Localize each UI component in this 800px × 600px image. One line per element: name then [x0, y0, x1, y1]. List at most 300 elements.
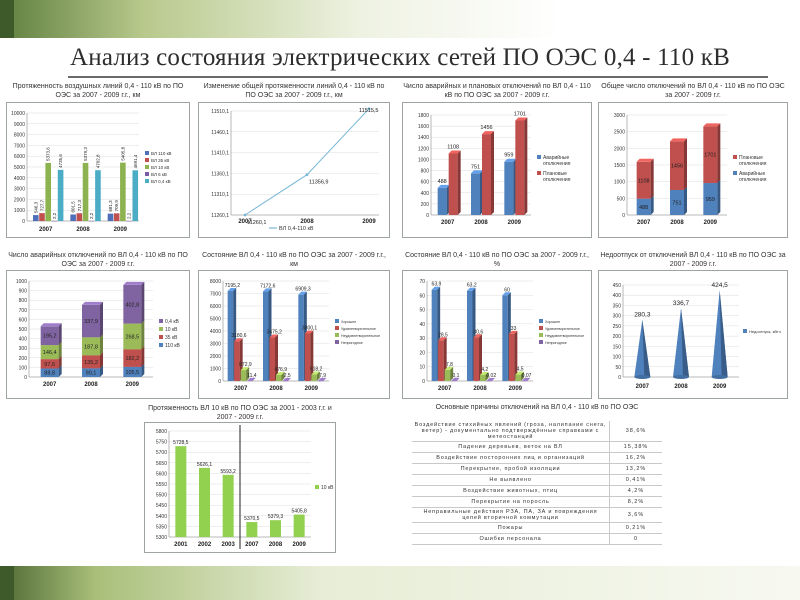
chart-1-data-label: 2,2	[126, 212, 132, 219]
chart-6-legend-swatch	[335, 326, 339, 330]
chart-3-ytick-label: 1800	[417, 113, 429, 119]
chart-7-data-label: 7,8	[445, 361, 453, 368]
chart-2-data-label: 11515,5	[359, 107, 379, 114]
chart-3-legend-swatch	[537, 171, 541, 175]
chart-1-data-label: 727,7	[39, 199, 45, 212]
chart-4-bar-side	[651, 196, 654, 215]
chart-6-bar	[241, 370, 247, 381]
chart-8-ytick-label: 450	[612, 283, 621, 289]
chart-1-legend-swatch	[145, 172, 149, 176]
chart-2-point	[244, 214, 247, 217]
cause-value: 3,6%	[610, 508, 663, 523]
chart-6-data-label: 11,4	[247, 372, 257, 379]
chart-1-legend-label: ВЛ 110 кВ	[151, 151, 172, 156]
chart-6-ytick-label: 1000	[209, 366, 221, 373]
chart-7-data-label: 33	[510, 325, 517, 332]
chart-6-bar	[298, 295, 304, 381]
chart-5-legend-label: 0,4 кВ	[165, 319, 179, 325]
chart-4-ytick-label: 0	[622, 213, 625, 219]
chart-3-bar	[438, 188, 447, 215]
chart-4-legend-label: отключения	[739, 177, 767, 183]
chart-7-title: Состояние ВЛ 0,4 - 110 кВ по ПО ОЭС за 2007 - 2009 г.г., %	[405, 252, 589, 268]
chart-4-data-label: 1701	[704, 152, 717, 159]
chart-8-cone-base	[634, 375, 650, 379]
chart-8-data-label: 280,3	[634, 311, 651, 319]
chart-7-data-label: 30,6	[473, 329, 484, 336]
chart-5-bar-top	[123, 282, 144, 285]
chart-6-ytick-label: 4000	[209, 329, 221, 335]
chart-5-data-label: 135,2	[84, 359, 98, 366]
chart-6-data-label: 3180,6	[231, 333, 247, 340]
chart-1-bar	[95, 170, 101, 221]
chart-4-data-label: 1108	[637, 178, 650, 185]
chart-7-bar	[509, 334, 514, 381]
chart-6-title: Состояние ВЛ 0,4 - 110 кВ по ПО ОЭС за 2007 - 2009 г.г., км	[202, 252, 386, 268]
chart-3-ytick-label: 800	[420, 168, 429, 175]
chart-9-bar	[223, 475, 234, 537]
cause-value: 0,21%	[610, 523, 663, 534]
chart-2-xtick-label: 2009	[362, 219, 376, 225]
chart-9-bar	[199, 468, 210, 537]
chart-1-ytick-label: 3000	[13, 186, 25, 193]
chart-6-ytick-label: 5000	[209, 316, 221, 323]
chart-9-bar	[246, 522, 257, 537]
chart-6-xtick-label: 2008	[269, 386, 283, 392]
chart-7-data-label: 0,1	[452, 372, 460, 379]
cause-value: 15,38%	[610, 442, 663, 453]
cause-label: Не выявлено	[412, 475, 610, 486]
chart-9-xtick-label: 2007	[245, 542, 259, 548]
chart-5-legend-swatch	[159, 327, 163, 331]
chart-2-xtick-label: 2008	[300, 219, 314, 225]
cause-label: Воздействие животных, птиц	[412, 486, 610, 497]
chart-6-legend-label: Неудовлетворительное	[341, 334, 381, 338]
chart-7-bar	[474, 337, 480, 381]
chart-6-data-label: 6909,3	[295, 286, 311, 293]
chart-2-legend-label: ВЛ 0,4-110 кВ	[279, 226, 314, 232]
chart-1-ytick-label: 9000	[13, 121, 25, 128]
chart-1-data-label: 681,3	[107, 200, 113, 212]
chart-1-legend-label: ВЛ 10 кВ	[151, 165, 170, 170]
chart-1-data-label: 709,9	[114, 200, 120, 212]
chart-5-legend-label: 110 кВ	[165, 343, 180, 349]
chart-3-ytick-label: 0	[426, 213, 429, 219]
chart-1-ytick-label: 0	[22, 219, 25, 225]
chart-6-data-label: 7,9	[319, 372, 327, 379]
chart-4-ytick-label: 2500	[613, 129, 625, 136]
causes-table	[412, 421, 662, 545]
chart-9-data-label: 5593,2	[220, 468, 236, 475]
chart-5-bar-top	[41, 323, 62, 326]
chart-7-xtick-label: 2007	[437, 386, 452, 392]
chart-9-legend-label: 10 кВ	[321, 485, 334, 491]
chart-6-svg	[199, 271, 389, 398]
chart-5-legend-swatch	[159, 343, 163, 347]
chart-3-title: Число аварийных и плановых отключений по ВЛ 0,4 - 110 кВ по ПО ОЭС за 2007 - 2009 г.г.	[403, 83, 591, 99]
chart-3-legend-label: отключения	[543, 161, 571, 167]
chart-1-xtick-label: 2008	[76, 227, 90, 233]
chart-1-legend-swatch	[145, 158, 149, 162]
chart-panel-8	[598, 252, 788, 398]
cause-value: 16,2%	[610, 453, 663, 464]
chart-4-data-label: 1456	[670, 163, 684, 170]
chart-8-svg	[599, 271, 787, 398]
chart-9-data-label: 5405,8	[291, 508, 307, 515]
chart-6-xtick-label: 2009	[304, 386, 319, 392]
chart-1-data-label: 4702,8	[95, 154, 101, 169]
chart-6-data-label: 3800,1	[301, 325, 318, 332]
chart-6-ytick-label: 2000	[209, 354, 221, 360]
chart-2-data-label: 11260,1	[247, 220, 267, 226]
chart-8-ytick-label: 0	[618, 375, 621, 381]
chart-4-bar-side	[651, 159, 654, 199]
chart-8-legend-label: Недоотпуск, кВтч	[749, 329, 781, 334]
chart-6-data-label: 7195,2	[224, 283, 241, 290]
chart-1-svg	[7, 103, 189, 237]
chart-7-ytick-label: 70	[419, 279, 425, 285]
chart-2-svg	[199, 103, 389, 237]
chart-7-bar	[502, 295, 508, 381]
chart-5-ytick-label: 1000	[15, 279, 27, 285]
causes-row	[412, 534, 662, 545]
chart-panel-2	[198, 83, 390, 237]
chart-3-bar-side	[491, 131, 494, 215]
chart-9-ytick-label: 5550	[155, 482, 167, 488]
chart-3-data-label: 1701	[513, 111, 526, 118]
chart-5-ytick-label: 100	[18, 365, 27, 372]
chart-5-bar-side	[59, 342, 62, 359]
chart-1-legend-swatch	[145, 151, 149, 155]
chart-3-ytick-label: 200	[420, 201, 429, 208]
chart-1-data-label: 601,5	[70, 201, 76, 213]
chart-1-data-label: 2,2	[51, 212, 57, 219]
chart-9-title: Протяженность ВЛ 10 кВ по ПО ОЭС за 2001 - 2003 г.г. и 2007 - 2009 г.г.	[148, 405, 332, 421]
chart-5-svg	[7, 271, 189, 398]
chart-5-data-label: 97,6	[44, 361, 56, 368]
chart-7-xtick-label: 2009	[508, 386, 523, 392]
chart-4-bar-side	[684, 187, 687, 215]
chart-9-xtick-label: 2008	[268, 542, 283, 548]
chart-2-ytick-label: 11510,1	[211, 109, 229, 115]
chart-5-data-label: 187,8	[84, 344, 98, 351]
top-decor-bar	[0, 0, 800, 38]
chart-2-ytick-label: 11310,1	[211, 192, 229, 199]
chart-5-data-label: 146,4	[42, 350, 57, 357]
chart-1-ytick-label: 4000	[13, 175, 25, 182]
chart-8-data-label: 336,7	[672, 300, 690, 308]
chart-8-ytick-label: 200	[612, 334, 621, 341]
chart-5-xtick-label: 2008	[84, 382, 98, 388]
chart-7-legend-swatch	[539, 319, 543, 323]
cause-value: 13,2%	[610, 464, 663, 475]
chart-1-xtick-label: 2009	[113, 227, 128, 233]
chart-7-data-label: 63,2	[466, 282, 477, 289]
chart-8-ytick-label: 350	[612, 303, 621, 310]
chart-8-xtick-label: 2009	[712, 384, 727, 390]
cause-label: Пожары	[412, 523, 610, 534]
chart-panel-1	[6, 83, 190, 237]
chart-5-legend-swatch	[159, 335, 163, 339]
chart-1-ytick-label: 1000	[13, 208, 25, 215]
chart-6-ytick-label: 0	[218, 379, 221, 385]
chart-9-xtick-label: 2009	[292, 542, 306, 548]
causes-title: Основные причины отключений на ВЛ 0,4 - 110 кВ по ПО ОЭС	[435, 404, 639, 411]
chart-1-xtick-label: 2007	[38, 227, 53, 233]
chart-3-legend-swatch	[537, 155, 541, 159]
chart-3-legend-label: Аварийные	[543, 155, 570, 161]
chart-5-ytick-label: 300	[18, 346, 27, 353]
chart-2-series-line	[245, 109, 369, 215]
chart-8-legend-swatch	[743, 329, 747, 333]
chart-9-xtick-label: 2002	[197, 542, 212, 548]
chart-5-bar-top	[82, 302, 103, 305]
chart-3-bar	[504, 162, 513, 215]
cause-label: Воздействие стихийных явлений (гроза, налипание снега, ветер) - документально подтверждённые справками с метеостанций	[412, 421, 610, 442]
chart-7-legend-label: Непригодное	[545, 341, 567, 345]
chart-9-xtick-label: 2001	[174, 542, 188, 548]
chart-5-bar-side	[141, 346, 144, 366]
chart-5-ytick-label: 800	[18, 298, 27, 305]
chart-1-bar	[114, 213, 120, 221]
chart-6-data-label: 476,9	[274, 367, 288, 374]
chart-3-bar	[482, 134, 491, 215]
chart-7-ytick-label: 40	[419, 321, 425, 328]
chart-7-ytick-label: 30	[419, 336, 425, 343]
causes-row	[412, 523, 662, 534]
chart-5-data-label: 182,2	[125, 356, 140, 363]
chart-1-data-label: 4735,6	[58, 154, 64, 168]
chart-8-ytick-label: 250	[612, 323, 621, 330]
chart-9-svg	[145, 423, 335, 552]
chart-4-data-label: 751	[672, 200, 682, 207]
chart-5-data-label: 337,9	[84, 319, 98, 326]
chart-4-legend-label: отключения	[739, 161, 767, 167]
chart-1-bar	[83, 163, 89, 221]
chart-4-data-label: 959	[705, 197, 715, 204]
chart-5-bar-side	[59, 323, 62, 345]
chart-3-xtick-label: 2009	[507, 220, 522, 226]
chart-9-ytick-label: 5300	[155, 535, 167, 541]
chart-3-bar	[515, 121, 524, 216]
chart-9-bar	[175, 446, 186, 537]
chart-5-ytick-label: 400	[18, 336, 27, 343]
chart-4-ytick-label: 1500	[613, 163, 625, 169]
chart-3-bar	[449, 153, 458, 215]
chart-5-ytick-label: 0	[24, 375, 27, 381]
cause-label: Ошибки персонала	[412, 534, 610, 545]
chart-3-data-label: 488	[437, 178, 447, 185]
chart-1-bar	[77, 213, 83, 221]
chart-3-svg	[403, 103, 591, 237]
chart-7-data-label: 28,5	[438, 332, 448, 339]
chart-9-data-label: 5626,1	[196, 461, 213, 468]
chart-1-data-label: 5405,8	[120, 146, 126, 161]
chart-1-bar	[132, 170, 138, 221]
causes-row	[412, 442, 662, 453]
chart-5-bar-side	[141, 321, 144, 350]
chart-1-data-label: 5373,6	[45, 147, 51, 161]
chart-3-ytick-label: 600	[420, 179, 429, 186]
chart-7-data-label: 4,2	[481, 367, 489, 373]
chart-9-data-label: 5370,5	[244, 516, 260, 523]
chart-3-bar-side	[524, 118, 527, 216]
cause-value: 8,2%	[610, 497, 663, 508]
chart-7-data-label: 63,9	[431, 281, 442, 288]
chart-1-data-label: 2,2	[89, 212, 95, 219]
chart-panel-4	[598, 83, 788, 237]
chart-4-data-label: 488	[639, 204, 649, 211]
chart-6-ytick-label: 6000	[209, 304, 221, 310]
bottom-side-accent	[0, 566, 14, 600]
chart-4-bar-top	[703, 123, 720, 126]
chart-4-ytick-label: 500	[616, 196, 625, 203]
chart-panel-6	[198, 252, 390, 398]
chart-5-xtick-label: 2007	[42, 382, 57, 388]
chart-1-ytick-label: 2000	[13, 197, 25, 204]
chart-7-bar	[480, 375, 486, 381]
chart-5-bar-side	[100, 302, 103, 337]
chart-7-svg	[403, 271, 591, 398]
chart-7-legend-label: Неудовлетворительное	[545, 334, 585, 338]
chart-1-bar	[45, 163, 51, 221]
chart-4-ytick-label: 2000	[613, 146, 625, 153]
chart-1-title: Протяженность воздушных линий 0,4 - 110 кВ по ПО ОЭС за 2007 - 2009 г.г., км	[12, 83, 184, 99]
chart-7-bar	[467, 291, 473, 381]
chart-6-legend-label: Непригодное	[341, 341, 363, 345]
chart-5-data-label: 105,5	[125, 369, 140, 376]
chart-3-legend-label: Плановые	[543, 171, 567, 177]
chart-6-bar	[305, 333, 311, 381]
chart-8-cone-base	[673, 375, 689, 379]
chart-4-xtick-label: 2008	[670, 220, 684, 226]
chart-5-ytick-label: 900	[18, 288, 27, 295]
chart-9-ytick-label: 5650	[155, 460, 167, 467]
chart-6-bar	[311, 375, 317, 381]
causes-row	[412, 497, 662, 508]
chart-1-legend-label: ВЛ 0,4 кВ	[151, 179, 171, 184]
chart-7-ytick-label: 50	[419, 307, 425, 314]
chart-6-legend-swatch	[335, 319, 339, 323]
chart-5-xtick-label: 2009	[125, 382, 140, 388]
chart-2-ytick-label: 11360,1	[211, 171, 229, 178]
chart-5-ytick-label: 500	[18, 327, 27, 333]
chart-5-data-label: 88,8	[44, 370, 56, 377]
chart-3-data-label: 1108	[447, 144, 460, 151]
chart-7-bar	[515, 375, 521, 381]
chart-3-xtick-label: 2007	[440, 220, 455, 226]
chart-8-ytick-label: 100	[612, 354, 621, 361]
chart-4-legend-label: Плановые	[739, 155, 763, 161]
chart-9-ytick-label: 5750	[155, 439, 167, 446]
chart-5-legend-label: 35 кВ	[165, 335, 178, 341]
chart-2-data-label: 11356,9	[309, 179, 329, 186]
cause-label: Падение деревьев, веток на ВЛ	[412, 442, 610, 453]
chart-7-bar	[432, 290, 438, 381]
cause-label: Перекрытие на поросль	[412, 497, 610, 508]
chart-7-bar	[438, 340, 444, 381]
chart-5-legend-label: 10 кВ	[165, 327, 178, 333]
chart-6-bar	[263, 291, 269, 381]
chart-5-bar-side	[141, 282, 144, 324]
chart-4-bar-side	[717, 123, 720, 183]
chart-3-ytick-label: 1600	[417, 124, 429, 131]
chart-9-ytick-label: 5700	[155, 450, 167, 457]
chart-3-data-label: 1456	[480, 125, 493, 132]
chart-panel-7	[402, 252, 592, 398]
chart-9-data-label: 5379,3	[267, 514, 284, 521]
chart-4-legend-swatch	[733, 171, 737, 175]
chart-7-data-label: 0,07	[521, 372, 532, 379]
bottom-decor-bar	[0, 566, 800, 600]
chart-9-bar	[270, 520, 281, 537]
chart-5-bar-side	[100, 334, 103, 355]
chart-3-legend-label: отключения	[543, 177, 571, 183]
chart-9-data-label: 5728,5	[173, 440, 189, 447]
chart-panel-9	[144, 405, 336, 552]
chart-2-point	[306, 173, 309, 176]
chart-9-ytick-label: 5350	[155, 524, 167, 531]
causes-row	[412, 508, 662, 523]
chart-9-ytick-label: 5400	[155, 513, 167, 520]
cause-value: 0	[610, 534, 663, 545]
cause-label: Воздействие посторонних лиц и организаций	[412, 453, 610, 464]
chart-3-ytick-label: 400	[420, 190, 429, 197]
chart-1-legend-label: ВЛ 6 кВ	[151, 172, 167, 177]
chart-1-ytick-label: 5000	[13, 165, 25, 171]
chart-5-legend-swatch	[159, 319, 163, 323]
chart-3-data-label: 751	[470, 164, 481, 171]
chart-9-ytick-label: 5600	[155, 471, 167, 478]
chart-2-xtick-label: 2007	[238, 219, 252, 225]
chart-6-ytick-label: 7000	[209, 291, 221, 298]
chart-9-ytick-label: 5450	[155, 503, 167, 510]
chart-1-ytick-label: 8000	[13, 132, 25, 139]
chart-7-ytick-label: 10	[419, 364, 425, 371]
cause-label: Неправильные действия РЗА, ПА, ЗА и повреждения цепей вторичной коммутации	[412, 508, 610, 523]
chart-4-ytick-label: 3000	[613, 113, 625, 119]
chart-6-data-label: 518,2	[309, 366, 323, 373]
chart-3-ytick-label: 1000	[417, 157, 429, 164]
chart-6-legend-label: Удовлетворительное	[341, 327, 376, 331]
chart-3-ytick-label: 1400	[417, 135, 429, 142]
chart-8-ytick-label: 400	[612, 293, 621, 300]
chart-7-legend-label: Хорошее	[545, 320, 561, 324]
title-underline	[68, 76, 768, 78]
chart-5-data-label: 195,2	[42, 333, 57, 340]
chart-2-ytick-label: 11410,1	[211, 150, 229, 157]
chart-9-ytick-label: 5800	[155, 429, 167, 435]
chart-7-data-label: 60	[504, 287, 510, 294]
chart-4-title: Общее число отключений по ВЛ 0,4 - 110 кВ по ПО ОЭС за 2007 - 2009 г.г.	[601, 83, 785, 99]
chart-9-ytick-label: 5500	[155, 492, 167, 499]
chart-3-bar-side	[458, 150, 461, 215]
chart-4-xtick-label: 2009	[703, 220, 718, 226]
chart-1-legend-swatch	[145, 179, 149, 183]
chart-4-bar-side	[717, 180, 720, 215]
chart-1-data-label: 5379,3	[83, 147, 89, 161]
chart-7-legend-swatch	[539, 326, 543, 330]
chart-7-data-label: 4,5	[516, 366, 524, 373]
chart-3-ytick-label: 1200	[417, 146, 429, 153]
chart-6-legend-swatch	[335, 340, 339, 344]
chart-2-ytick-label: 11460,1	[211, 129, 229, 136]
chart-8-ytick-label: 300	[612, 313, 621, 320]
chart-3-xtick-label: 2008	[474, 220, 488, 226]
chart-7-legend-swatch	[539, 333, 543, 337]
chart-1-bar	[58, 170, 64, 221]
causes-row	[412, 486, 662, 497]
chart-8-title: Недоотпуск от отключений ВЛ 0,4 - 110 кВ по ПО ОЭС за 2007 - 2009 г.г.	[600, 252, 786, 268]
